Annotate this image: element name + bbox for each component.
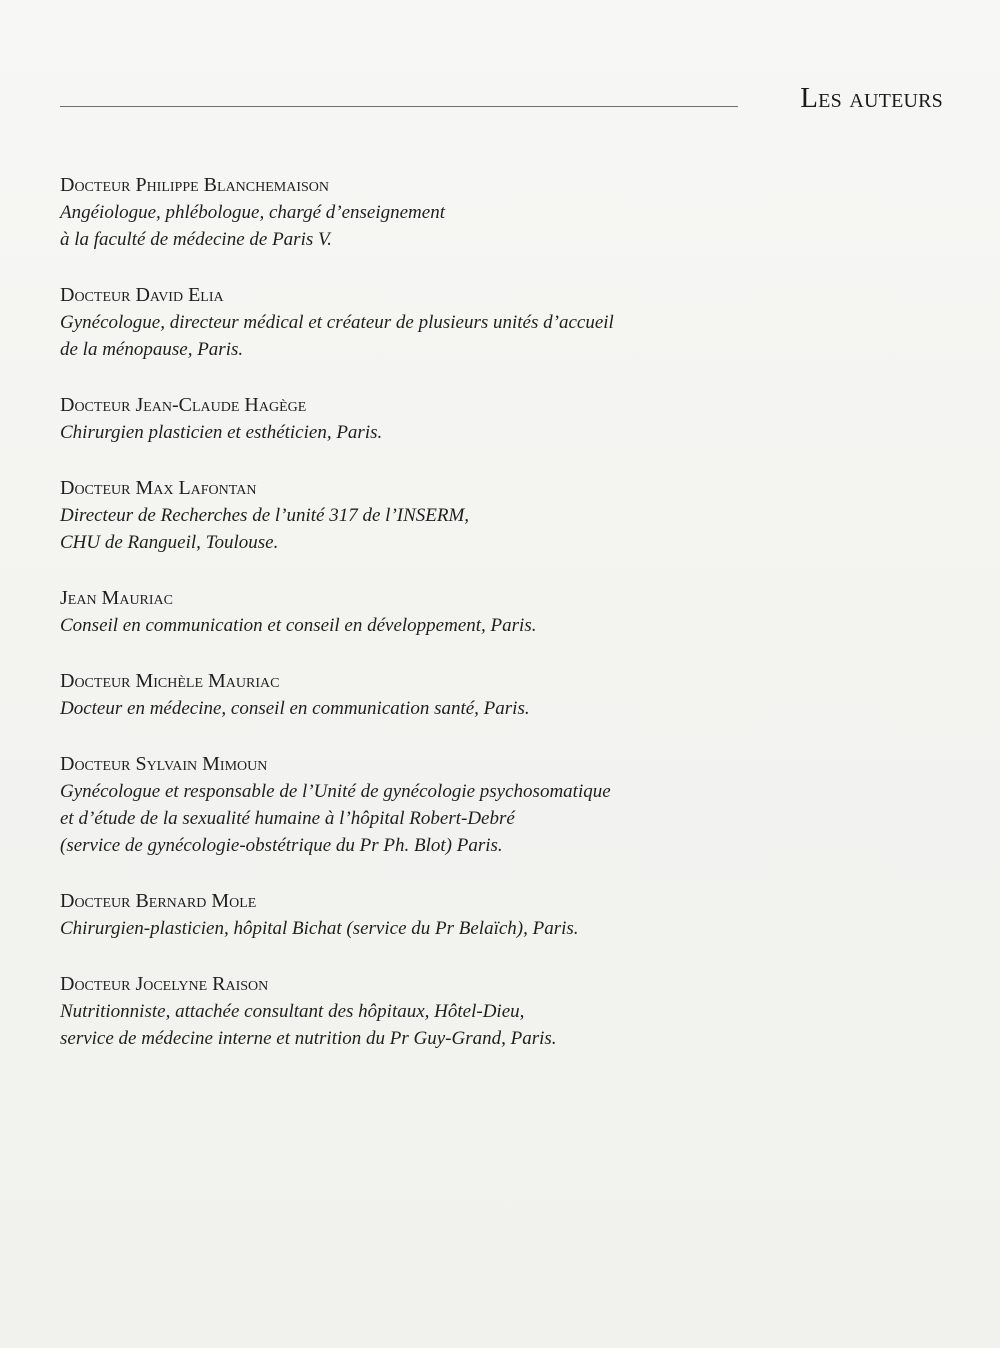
author-entry-blanchemaison [60, 171, 820, 253]
author-entry-lafontan [60, 474, 820, 556]
author-description-line: service de médecine interne et nutrition du Pr Guy-Grand, Paris. [60, 1028, 557, 1049]
author-entry-michele-mauriac [60, 667, 820, 722]
author-name: Docteur Michèle Mauriac [60, 670, 280, 692]
author-name: Docteur Sylvain Mimoun [60, 753, 268, 775]
author-description-line: Angéiologue, phlébologue, chargé d’enseignement [60, 202, 445, 223]
author-description-line: Conseil en communication et conseil en développement, Paris. [60, 615, 537, 636]
author-entry-elia [60, 281, 820, 363]
author-description-line: Chirurgien plasticien et esthéticien, Paris. [60, 422, 383, 443]
author-name: Docteur Max Lafontan [60, 477, 257, 499]
author-description-line: Chirurgien-plasticien, hôpital Bichat (service du Pr Belaïch), Paris. [60, 918, 579, 939]
author-entry-mimoun [60, 750, 820, 859]
author-description-line: de la ménopause, Paris. [60, 339, 244, 360]
author-description-line: CHU de Rangueil, Toulouse. [60, 532, 279, 553]
author-description-line: Directeur de Recherches de l’unité 317 de l’INSERM, [60, 505, 470, 526]
author-description-line: à la faculté de médecine de Paris V. [60, 229, 332, 250]
author-name: Jean Mauriac [60, 587, 174, 609]
author-entry-raison [60, 970, 820, 1052]
author-entry-mole [60, 887, 820, 942]
page-title: Les auteurs [800, 82, 943, 114]
author-description-line: (service de gynécologie-obstétrique du Pr Ph. Blot) Paris. [60, 835, 503, 856]
author-name: Docteur Bernard Mole [60, 890, 257, 912]
author-description-line: et d’étude de la sexualité humaine à l’hôpital Robert-Debré [60, 808, 515, 829]
author-entry-jean-mauriac [60, 584, 820, 639]
author-description-line: Docteur en médecine, conseil en communication santé, Paris. [60, 698, 530, 719]
author-entry-hagege [60, 391, 820, 446]
author-name: Docteur Philippe Blanchemaison [60, 174, 330, 196]
header-rule [60, 106, 738, 107]
author-name: Docteur David Elia [60, 284, 224, 306]
author-description-line: Gynécologue et responsable de l’Unité de gynécologie psychosomatique [60, 781, 611, 802]
author-name: Docteur Jean-Claude Hagège [60, 394, 307, 416]
author-name: Docteur Jocelyne Raison [60, 973, 269, 995]
author-description-line: Gynécologue, directeur médical et créateur de plusieurs unités d’accueil [60, 312, 614, 333]
author-description-line: Nutritionniste, attachée consultant des hôpitaux, Hôtel-Dieu, [60, 1001, 525, 1022]
authors-list [60, 171, 820, 1080]
